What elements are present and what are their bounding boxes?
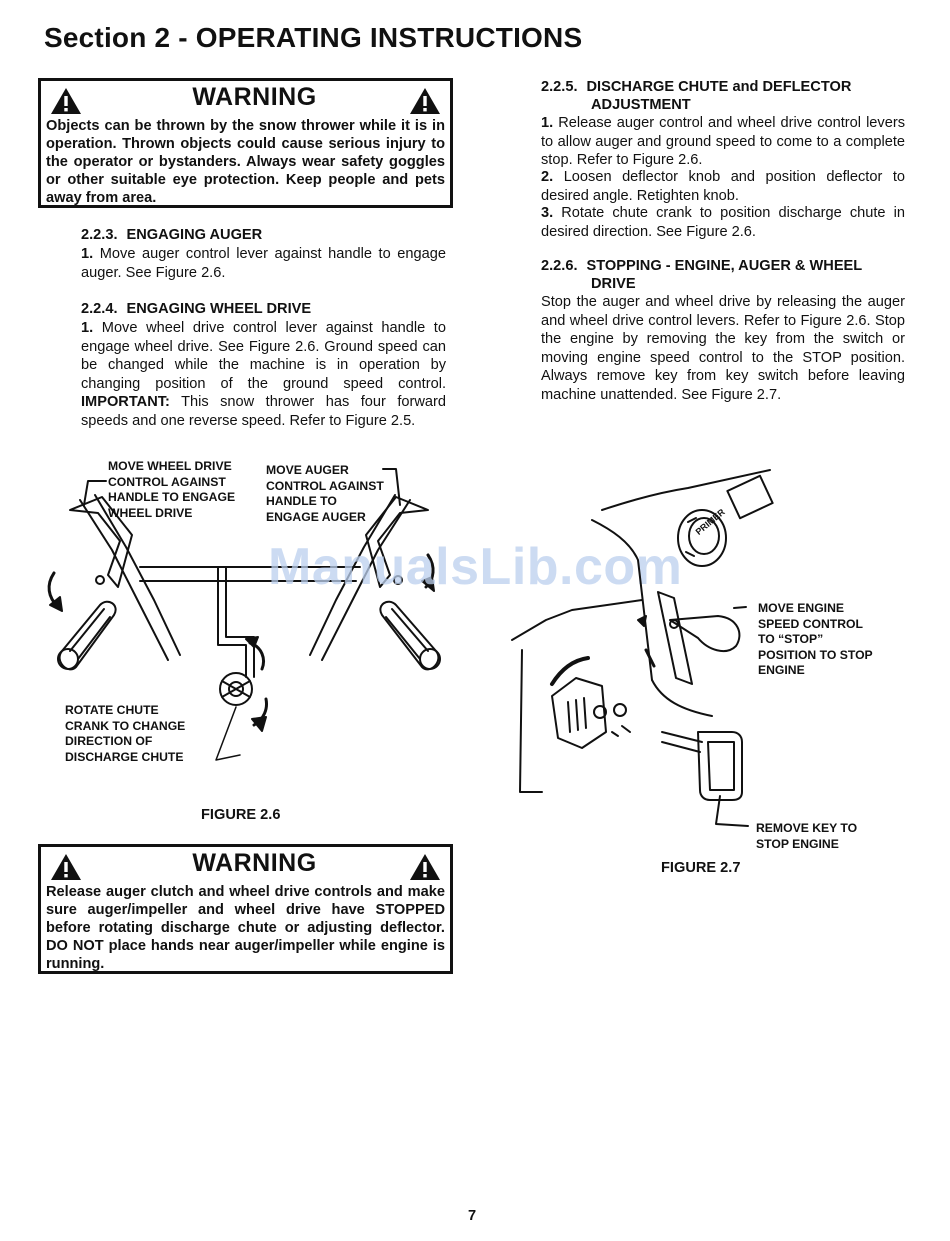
warning-triangle-icon xyxy=(409,853,441,881)
label-wheel-drive: MOVE WHEEL DRIVE CONTROL AGAINST HANDLE TO ENGAGE WHEEL DRIVE xyxy=(108,459,236,520)
section-title-line-2: ADJUSTMENT xyxy=(591,97,691,113)
section-number: 2.2.4. xyxy=(81,301,118,317)
warning-title: WARNING xyxy=(192,849,317,877)
section-2-2-6-heading xyxy=(541,257,905,293)
throttle-slot xyxy=(658,592,692,684)
section-2-2-6-text: Stop the auger and wheel drive by releasing the auger and wheel drive control levers. Refer to Figure 2.6. Stop the engine by removing the key from the switch or moving engine speed control to the STOP position. Always remove key from key switch before leaving machine unattended. See Figure 2.7. xyxy=(541,294,905,403)
page-title: Section 2 - OPERATING INSTRUCTIONS xyxy=(44,22,583,53)
section-title: DISCHARGE CHUTE and DEFLECTOR xyxy=(586,79,852,95)
step-number: 1. xyxy=(81,320,94,336)
warning-title: WARNING xyxy=(192,83,317,111)
section-2-2-3-heading xyxy=(81,226,262,244)
section-2-2-5-heading xyxy=(541,78,905,114)
section-number: 2.2.5. xyxy=(541,79,578,95)
speed-icon xyxy=(638,616,646,626)
step-text: Rotate chute crank to position discharge chute in desired direction. See Figure 2.6. xyxy=(541,205,905,240)
step-number: 3. xyxy=(541,205,554,221)
step-text: Release auger control and wheel drive control levers to allow auger and ground speed to come to a complete stop. Refer to Figure 2.6. xyxy=(541,115,905,169)
step-number: 2. xyxy=(541,169,554,185)
right-grip xyxy=(380,602,438,670)
warning-triangle-icon xyxy=(409,87,441,115)
page-number: 7 xyxy=(468,1208,477,1224)
label-auger: MOVE AUGER CONTROL AGAINST HANDLE TO ENGAGE AUGER xyxy=(266,463,384,524)
warning-header xyxy=(46,85,445,115)
step-text: Loosen deflector knob and position deflector to desired angle. Retighten knob. xyxy=(541,169,906,204)
choke-icon xyxy=(727,476,772,518)
section-2-2-5-step-2 xyxy=(541,168,905,205)
section-title-line-2: DRIVE xyxy=(591,276,636,292)
section-2-2-4-heading xyxy=(81,300,311,318)
section-title: ENGAGING AUGER xyxy=(126,227,263,243)
warning-header xyxy=(46,851,445,881)
warning-text: Release auger clutch and wheel drive controls and make sure auger/impeller and wheel drive have STOPPED before rotating discharge chute or adjusting deflector. DO NOT place hands near auger/impeller while engine is running. xyxy=(46,884,445,972)
key-switch xyxy=(552,678,606,748)
section-number: 2.2.6. xyxy=(541,258,578,274)
important-label: IMPORTANT: xyxy=(81,394,170,411)
section-title: ENGAGING WHEEL DRIVE xyxy=(126,301,312,317)
primer-label: PRIMER xyxy=(693,506,727,537)
engine-housing xyxy=(602,470,770,510)
step-text: Move wheel drive control lever against handle to engage wheel drive. See Figure 2.6. Ground speed can be changed while the machine is in operation by changing position of the ground speed control. xyxy=(81,320,446,392)
removed-key xyxy=(662,732,702,742)
label-remove-key: REMOVE KEY TO STOP ENGINE xyxy=(756,821,858,851)
step-text: Move auger control lever against handle to engage auger. See Figure 2.6. xyxy=(81,246,446,281)
section-2-2-5-step-1 xyxy=(541,114,905,170)
step-number: 1. xyxy=(541,115,554,131)
label-chute-crank: ROTATE CHUTE CRANK TO CHANGE DIRECTION OF DISCHARGE CHUTE xyxy=(65,703,186,764)
section-2-2-4-step-1 xyxy=(81,319,446,431)
figure-2-7-illustration xyxy=(512,470,772,810)
warning-text: Objects can be thrown by the snow thrower while it is in operation. Thrown objects could cause serious injury to the operator or bystanders. Always wear safety goggles or other suitable eye protection. Keep people and pets away from area. xyxy=(46,118,445,206)
section-2-2-5-step-3 xyxy=(541,204,905,241)
figure-2-7-caption: FIGURE 2.7 xyxy=(661,860,741,876)
crank-rotation-arrow-icon xyxy=(250,643,264,669)
warning-box-thrown-objects xyxy=(38,78,453,208)
manualslib-watermark: ManualsLib.com xyxy=(268,538,683,596)
warning-box-auger-clutch xyxy=(38,844,453,974)
section-number: 2.2.3. xyxy=(81,227,118,243)
step-number: 1. xyxy=(81,246,94,262)
left-grip xyxy=(60,602,116,670)
figure-2-6-caption: FIGURE 2.6 xyxy=(201,807,281,823)
important-text: This snow thrower has four forward speeds and one reverse speed. Refer to Figure 2.5. xyxy=(81,394,446,429)
section-2-2-3-step-1 xyxy=(81,245,446,282)
label-engine-speed: MOVE ENGINE SPEED CONTROL TO “STOP” POSITION TO STOP ENGINE xyxy=(758,601,873,678)
section-title: STOPPING - ENGINE, AUGER & WHEEL xyxy=(586,258,863,274)
